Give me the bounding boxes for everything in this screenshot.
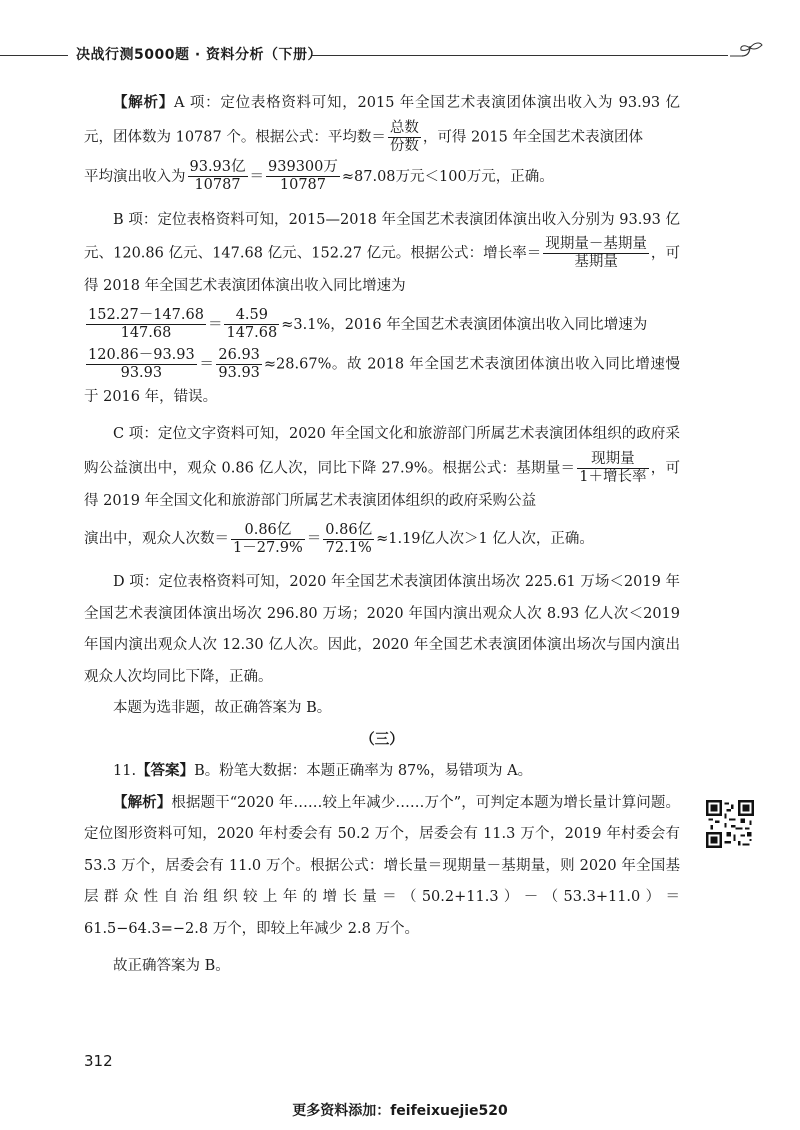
- page-header: [0, 42, 800, 66]
- fraction-numerator: 0.86亿: [231, 522, 305, 540]
- analysis-b-result2: ≈28.67%。故 2018 年全国艺术表演团体演出收入同比增速慢于 2016 年，错误。: [84, 356, 680, 405]
- fraction-denominator: 72.1%: [325, 539, 372, 556]
- analysis-c: [84, 419, 680, 517]
- fraction-numerator: 120.86－93.93: [88, 346, 195, 363]
- fraction-numerator: 93.93亿: [189, 159, 246, 175]
- answer-11-analysis: [84, 788, 680, 946]
- fraction-denominator: 93.93: [120, 364, 163, 381]
- leaf-sprout-icon: [730, 42, 770, 66]
- fraction-b2: [224, 307, 279, 342]
- analysis-c-result: ≈1.19亿人次＞1 亿人次，正确。: [376, 531, 594, 547]
- analysis-c-prefix: 演出中，观众人次数＝: [84, 531, 229, 547]
- analysis-b-calc: $\frac{152.27-147.68}{147.68}$ ＝ $\frac{4.59}{147.68}$ ≈3.1%，2016 年全国艺术表演团体演出收入同比增速为: [88, 307, 648, 341]
- analysis-a-calc: 平均演出收入为 $\frac{\text{93.93亿}}{10787}$ ＝ $\frac{\text{939300万}}{10787}$ ≈87.08万元＜100万元，正确。: [84, 159, 554, 193]
- answer-10-conclusion: 本题为选非题，故正确答案为 B。: [113, 700, 332, 716]
- formula-numerator: 总数: [389, 119, 419, 136]
- analysis-c-calc: 演出中，观众人次数＝ $\frac{\text{0.86亿}}{1-27.9\%}$ ＝ $\frac{\text{0.86亿}}{72.1\%}$ ≈1.19亿人次＞1 亿人次，正确。: [84, 521, 594, 556]
- page-number: 312: [84, 1052, 113, 1070]
- answer-11-analysis-text: 根据题干“2020 年……较上年减少……万个”，可判定本题为增长量计算问题。定位图形资料可知，2020 年村委会有 50.2 万个，居委会有 11.3 万个，2019 年村委会有 53.3 万个，居委会有 11.0 万个。根据公式：增长量＝现期量－基期量，则 2020 年全国基层群众性自治组织较上年的增长量＝（50.2+11.3）－（53.3+11.0）＝61.5−64.3=−2.8 万个，即较上年减少 2.8 万个。: [84, 794, 680, 937]
- fraction-denominator: 10787: [194, 177, 241, 193]
- analysis-a: [84, 88, 680, 155]
- fraction-c1: [231, 522, 305, 557]
- fraction-denominator: 93.93: [218, 364, 260, 381]
- analysis-b-calc2: $\frac{120.86-93.93}{93.93}$ ＝ $\frac{26.93}{93.93}$ ≈28.67%。故 2018 年全国艺术表演团体演出收入同比增速慢于 2016 年，错误。: [84, 346, 680, 405]
- qr-code-icon: [706, 800, 754, 848]
- analysis-b-result1: ≈3.1%，2016 年全国艺术表演团体演出收入同比增速为: [281, 316, 648, 333]
- formula-base-period: [577, 451, 648, 486]
- fraction-numerator: 4.59: [224, 307, 279, 325]
- question-number: 11.: [113, 763, 137, 779]
- header-rule-left: [0, 55, 68, 56]
- section-title: （三）: [360, 731, 404, 748]
- formula-denominator: 份数: [389, 137, 419, 154]
- fraction-b1: [86, 307, 206, 342]
- fraction-numerator: 0.86亿: [325, 521, 373, 538]
- analysis-tag: 【解析】: [113, 95, 174, 111]
- answer-11: [84, 756, 680, 788]
- formula-denominator: 1＋增长率: [579, 468, 647, 485]
- footer-note: 更多资料添加：feifeixuejie520: [292, 1103, 508, 1119]
- analysis-a-prefix: 平均演出收入为: [84, 168, 186, 185]
- analysis-a-result: ≈87.08万元＜100万元，正确。: [341, 168, 554, 185]
- fraction-denominator: 147.68: [226, 325, 278, 341]
- analysis-d: D 项：定位表格资料可知，2020 年全国艺术表演团体演出场次 225.61 万场＜2019 年全国艺术表演团体演出场次 296.80 万场；2020 年国内演出观众人次 8.93 亿人次＜2019 年国内演出观众人次 12.30 亿人次。因此，2020 年全国艺术表演团体演出场次与国内演出观众人次均同比下降，正确。: [84, 574, 680, 685]
- fraction-numerator: 152.27－147.68: [88, 307, 204, 323]
- fraction-a2: [266, 159, 340, 194]
- fraction-denominator: 1－27.9%: [233, 539, 303, 556]
- analysis-a-intro: A 项：定位表格资料可知，2015 年全国艺术表演团体演出收入为 93.93 亿元，团体数为 10787 个。根据公式：平均数＝: [84, 95, 680, 145]
- analysis-c-mid: ，可得 2019 年全国文化和旅游部门所属艺术表演团体组织的政府采购公益: [84, 460, 680, 509]
- fraction-numerator: 26.93: [218, 346, 260, 363]
- answer-tag: 【答案】: [136, 763, 195, 779]
- fraction-b3: [86, 347, 197, 382]
- analysis-b: [84, 205, 680, 303]
- formula-numerator: 现期量: [577, 451, 648, 469]
- answer-11-conclusion: 故正确答案为 B。: [113, 958, 230, 974]
- analysis-tag: 【解析】: [113, 794, 172, 811]
- analysis-a-mid: ，可得 2015 年全国艺术表演团体: [422, 129, 643, 145]
- fraction-numerator: 939300万: [268, 159, 338, 175]
- analysis-b-intro: B 项：定位表格资料可知，2015—2018 年全国艺术表演团体演出收入分别为 93.93 亿元、120.86 亿元、147.68 亿元、152.27 亿元。根据公式：增长率＝: [84, 211, 680, 262]
- fraction-a1: [188, 159, 248, 194]
- header-rule-right: [312, 55, 728, 56]
- analysis-c-intro: C 项：定位文字资料可知，2020 年全国文化和旅游部门所属艺术表演团体组织的政府采购公益演出中，观众 0.86 亿人次，同比下降 27.9%。根据公式：基期量＝: [84, 426, 680, 476]
- page-content: [84, 88, 680, 983]
- fraction-b4: [216, 347, 262, 382]
- answer-11-text: B。粉笔大数据：本题正确率为 87%，易错项为 A。: [194, 763, 533, 779]
- formula-average: [388, 120, 421, 155]
- fraction-denominator: 10787: [279, 177, 327, 193]
- formula-growth-rate: [543, 236, 649, 271]
- formula-denominator: 基期量: [574, 254, 618, 270]
- fraction-c2: [323, 522, 374, 557]
- fraction-denominator: 147.68: [120, 325, 172, 341]
- book-title: 决战行测5000题 · 资料分析（下册）: [76, 47, 323, 63]
- formula-numerator: 现期量－基期量: [545, 236, 647, 252]
- analysis-b-mid: ，可得 2018 年全国艺术表演团体演出收入同比增速为: [84, 245, 680, 294]
